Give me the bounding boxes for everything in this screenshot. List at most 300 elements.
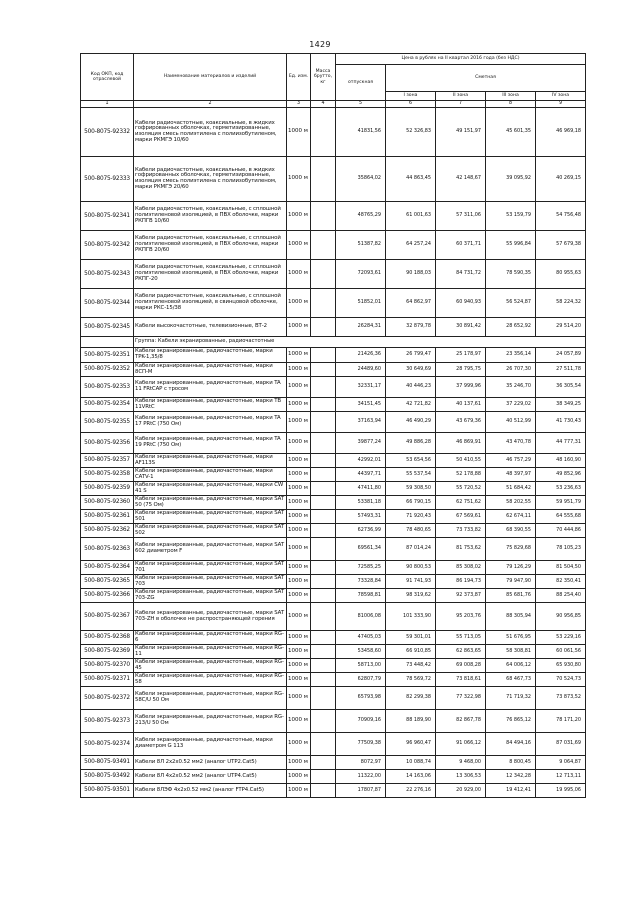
zone-4-price-cell: 59 951,79	[536, 496, 586, 510]
release-price-cell: 69561,34	[336, 538, 386, 561]
zone-1-price-cell: 53 654,56	[386, 454, 436, 468]
zone-2-price-cell: 82 867,78	[436, 710, 486, 733]
zone-1-price-cell: 46 490,29	[386, 412, 436, 433]
zone-2-price-cell: 60 940,93	[436, 289, 486, 318]
unit-cell: 1000 м	[287, 510, 311, 524]
code-cell: 500-8075-92374	[81, 733, 134, 756]
name-cell: Кабели экранированные, радиочастотные, марки SAT 703-ZH в оболочке не распространяющей горения	[134, 603, 287, 631]
zone-4-price-cell: 24 057,89	[536, 348, 586, 363]
unit-cell: 1000 м	[287, 659, 311, 673]
zone-1-price-cell: 30 649,69	[386, 363, 436, 377]
column-number: 5	[336, 101, 386, 108]
mass-cell	[311, 538, 336, 561]
unit-cell: 1000 м	[287, 631, 311, 645]
code-cell: 500-8075-92353	[81, 377, 134, 398]
mass-cell	[311, 770, 336, 784]
zone-4-price-cell: 40 269,15	[536, 157, 586, 202]
mass-cell	[311, 687, 336, 710]
unit-cell: 1000 м	[287, 482, 311, 496]
mass-cell	[311, 673, 336, 687]
zone-1-price-cell: 96 960,47	[386, 733, 436, 756]
zone-1-price-cell: 59 308,50	[386, 482, 436, 496]
mass-cell	[311, 756, 336, 770]
name-cell: Кабели экранированные, радиочастотные, марки RG-213/U 50 Ом	[134, 710, 287, 733]
code-cell: 500-8075-92361	[81, 510, 134, 524]
zone-1-price-cell: 61 001,63	[386, 202, 436, 231]
unit-cell: 1000 м	[287, 770, 311, 784]
header-price-title: Цена в рублях на II квартал 2016 года (без НДС)	[336, 54, 586, 65]
table-row	[81, 482, 586, 496]
mass-cell	[311, 784, 336, 798]
table-row	[81, 510, 586, 524]
release-price-cell: 72093,61	[336, 260, 386, 289]
release-price-cell: 53458,60	[336, 645, 386, 659]
column-number: 3	[287, 101, 311, 108]
zone-2-price-cell: 67 569,61	[436, 510, 486, 524]
mass-cell	[311, 631, 336, 645]
code-cell: 500-8075-92333	[81, 157, 134, 202]
zone-4-price-cell: 38 349,25	[536, 398, 586, 412]
zone-1-price-cell: 87 014,24	[386, 538, 436, 561]
zone-4-price-cell: 57 679,38	[536, 231, 586, 260]
unit-cell: 1000 м	[287, 561, 311, 575]
zone-3-price-cell: 76 865,12	[486, 710, 536, 733]
zone-3-price-cell: 23 356,14	[486, 348, 536, 363]
zone-4-price-cell: 44 777,31	[536, 433, 586, 454]
release-price-cell: 47411,80	[336, 482, 386, 496]
name-cell: Кабели экранированные, радиочастотные, марки SAT 602 диаметром F	[134, 538, 287, 561]
zone-2-price-cell: 81 753,62	[436, 538, 486, 561]
zone-4-price-cell: 87 031,69	[536, 733, 586, 756]
mass-cell	[311, 157, 336, 202]
release-price-cell: 11322,00	[336, 770, 386, 784]
unit-cell: 1000 м	[287, 496, 311, 510]
zone-1-price-cell: 98 319,62	[386, 589, 436, 603]
code-cell: 500-8075-92370	[81, 659, 134, 673]
unit-cell: 1000 м	[287, 377, 311, 398]
zone-2-price-cell: 9 468,00	[436, 756, 486, 770]
table-row	[81, 575, 586, 589]
zone-2-price-cell: 43 679,36	[436, 412, 486, 433]
zone-1-price-cell: 59 301,01	[386, 631, 436, 645]
zone-4-price-cell: 41 730,43	[536, 412, 586, 433]
zone-2-price-cell: 40 137,61	[436, 398, 486, 412]
zone-4-price-cell: 46 969,18	[536, 108, 586, 157]
header-release: отпускная	[336, 65, 386, 101]
zone-1-price-cell: 22 276,16	[386, 784, 436, 798]
zone-1-price-cell: 66 790,15	[386, 496, 436, 510]
zone-3-price-cell: 85 681,76	[486, 589, 536, 603]
header-name: Наименование материалов и изделий	[134, 54, 287, 101]
zone-2-price-cell: 55 720,52	[436, 482, 486, 496]
unit-cell: 1000 м	[287, 157, 311, 202]
zone-4-price-cell: 53 236,63	[536, 482, 586, 496]
code-cell: 500-8075-92342	[81, 231, 134, 260]
mass-cell	[311, 231, 336, 260]
zone-1-price-cell: 66 910,85	[386, 645, 436, 659]
mass-cell	[311, 108, 336, 157]
release-price-cell: 21426,36	[336, 348, 386, 363]
unit-cell: 1000 м	[287, 363, 311, 377]
name-cell: Кабели высокочастотные, телевизионные, ВТ-2	[134, 318, 287, 337]
zone-3-price-cell: 40 512,99	[486, 412, 536, 433]
code-cell: 500-8075-92357	[81, 454, 134, 468]
release-price-cell: 32331,17	[336, 377, 386, 398]
zone-4-price-cell: 48 160,90	[536, 454, 586, 468]
code-cell: 500-8075-92341	[81, 202, 134, 231]
name-cell: Кабели экранированные, радиочастотные, марки RG-11	[134, 645, 287, 659]
name-cell: Кабели радиочастотные, коаксиальные, с сплошной полиэтиленовой изоляцией, в свинцовой оболочке, марки РКС-15/38	[134, 289, 287, 318]
table-row	[81, 260, 586, 289]
mass-cell	[311, 202, 336, 231]
table-body	[81, 108, 586, 798]
zone-3-price-cell: 64 006,12	[486, 659, 536, 673]
table-row	[81, 377, 586, 398]
name-cell: Кабели экранированные, радиочастотные, марки SAT 502	[134, 524, 287, 538]
zone-4-price-cell: 53 229,16	[536, 631, 586, 645]
code-cell: 500-8075-92344	[81, 289, 134, 318]
name-cell: Кабели экранированные, радиочастотные, марки 8СП-М	[134, 363, 287, 377]
zone-2-price-cell: 69 008,28	[436, 659, 486, 673]
mass-cell	[311, 482, 336, 496]
zone-2-price-cell: 95 203,76	[436, 603, 486, 631]
zone-4-price-cell: 36 305,54	[536, 377, 586, 398]
zone-3-price-cell: 79 126,29	[486, 561, 536, 575]
release-price-cell: 44397,71	[336, 468, 386, 482]
release-price-cell: 70909,16	[336, 710, 386, 733]
name-cell: Кабели экранированные, радиочастотные, марки SAT 703	[134, 575, 287, 589]
release-price-cell: 77509,38	[336, 733, 386, 756]
unit-cell: 1000 м	[287, 538, 311, 561]
zone-2-price-cell: 52 178,88	[436, 468, 486, 482]
zone-1-price-cell: 44 863,45	[386, 157, 436, 202]
table-row	[81, 589, 586, 603]
mass-cell	[311, 289, 336, 318]
zone-4-price-cell: 88 254,40	[536, 589, 586, 603]
table-row	[81, 289, 586, 318]
release-price-cell: 17807,87	[336, 784, 386, 798]
column-number: 8	[486, 101, 536, 108]
zone-3-price-cell: 35 246,70	[486, 377, 536, 398]
zone-3-price-cell: 26 707,30	[486, 363, 536, 377]
unit-cell: 1000 м	[287, 673, 311, 687]
table-row	[81, 770, 586, 784]
zone-1-price-cell: 90 188,03	[386, 260, 436, 289]
zone-4-price-cell: 60 061,56	[536, 645, 586, 659]
zone-2-price-cell: 91 066,12	[436, 733, 486, 756]
zone-2-price-cell: 42 148,67	[436, 157, 486, 202]
mass-cell	[311, 412, 336, 433]
zone-1-price-cell: 55 537,54	[386, 468, 436, 482]
release-price-cell: 39877,24	[336, 433, 386, 454]
code-cell: 500-8075-92367	[81, 603, 134, 631]
name-cell: Кабели экранированные, радиочастотные, марки TA 11 FRtCAP с тросом	[134, 377, 287, 398]
name-cell: Кабели экранированные, радиочастотные, марки CATV-1	[134, 468, 287, 482]
code-cell: 500-8075-92332	[81, 108, 134, 157]
table-row	[81, 318, 586, 337]
unit-cell: 1000 м	[287, 398, 311, 412]
zone-2-price-cell: 50 410,55	[436, 454, 486, 468]
zone-1-price-cell: 26 799,47	[386, 348, 436, 363]
group-row	[81, 337, 586, 348]
zone-4-price-cell: 12 713,11	[536, 770, 586, 784]
release-price-cell: 62736,99	[336, 524, 386, 538]
zone-2-price-cell: 28 795,75	[436, 363, 486, 377]
code-cell: 500-8075-92358	[81, 468, 134, 482]
zone-3-price-cell: 79 947,90	[486, 575, 536, 589]
mass-cell	[311, 603, 336, 631]
table-row	[81, 398, 586, 412]
release-price-cell: 78598,81	[336, 589, 386, 603]
zone-2-price-cell: 25 178,97	[436, 348, 486, 363]
zone-2-price-cell: 13 306,53	[436, 770, 486, 784]
unit-cell: 1000 м	[287, 108, 311, 157]
release-price-cell: 57493,31	[336, 510, 386, 524]
zone-3-price-cell: 51 684,42	[486, 482, 536, 496]
unit-cell: 1000 м	[287, 603, 311, 631]
zone-1-price-cell: 71 920,43	[386, 510, 436, 524]
unit-cell: 1000 м	[287, 348, 311, 363]
zone-3-price-cell: 8 800,45	[486, 756, 536, 770]
name-cell: Кабели радиочастотные, коаксиальные, с сплошной полиэтиленовой изоляцией, в ПВХ оболочке, марки РКПГВ 20/60	[134, 231, 287, 260]
zone-3-price-cell: 68 390,55	[486, 524, 536, 538]
name-cell: Кабели экранированные, радиочастотные, марки TA 19 PRtC (750 Ом)	[134, 433, 287, 454]
zone-4-price-cell: 73 873,52	[536, 687, 586, 710]
header-zone-1: I зона	[386, 92, 436, 101]
zone-4-price-cell: 19 995,06	[536, 784, 586, 798]
zone-1-price-cell: 14 163,06	[386, 770, 436, 784]
release-price-cell: 26284,31	[336, 318, 386, 337]
zone-1-price-cell: 91 741,93	[386, 575, 436, 589]
mass-cell	[311, 733, 336, 756]
release-price-cell: 81006,08	[336, 603, 386, 631]
name-cell: Кабели радиочастотные, коаксиальные, с сплошной полиэтиленовой изоляцией, в ПВХ оболочке, марки РКПГВ 10/60	[134, 202, 287, 231]
release-price-cell: 42992,01	[336, 454, 386, 468]
zone-1-price-cell: 40 446,23	[386, 377, 436, 398]
name-cell: Кабели экранированные, радиочастотные, марки TA 17 PRtC (750 Ом)	[134, 412, 287, 433]
zone-4-price-cell: 90 956,85	[536, 603, 586, 631]
mass-cell	[311, 398, 336, 412]
release-price-cell: 47405,03	[336, 631, 386, 645]
zone-1-price-cell: 49 886,28	[386, 433, 436, 454]
zone-4-price-cell: 9 064,87	[536, 756, 586, 770]
table-header	[81, 54, 586, 108]
unit-cell: 1000 м	[287, 289, 311, 318]
zone-2-price-cell: 49 151,97	[436, 108, 486, 157]
table-row	[81, 433, 586, 454]
zone-2-price-cell: 73 818,61	[436, 673, 486, 687]
unit-cell: 1000 м	[287, 589, 311, 603]
zone-3-price-cell: 75 829,68	[486, 538, 536, 561]
mass-cell	[311, 659, 336, 673]
unit-cell: 1000 м	[287, 468, 311, 482]
table-row	[81, 561, 586, 575]
mass-cell	[311, 260, 336, 289]
zone-4-price-cell: 80 955,63	[536, 260, 586, 289]
zone-4-price-cell: 65 930,80	[536, 659, 586, 673]
code-cell: 500-8075-92366	[81, 589, 134, 603]
name-cell: Кабели экранированные, радиочастотные, марки SAT 701	[134, 561, 287, 575]
name-cell: Кабели экранированные, радиочастотные, марки диаметром G 113	[134, 733, 287, 756]
table-row	[81, 631, 586, 645]
column-number: 2	[134, 101, 287, 108]
zone-2-price-cell: 73 733,82	[436, 524, 486, 538]
name-cell: Кабели радиочастотные, коаксиальные, с сплошной полиэтиленовой изоляцией, в ПВХ оболочке, марки РКПГ-20	[134, 260, 287, 289]
table-row	[81, 538, 586, 561]
code-cell: 500-8075-92368	[81, 631, 134, 645]
zone-4-price-cell: 29 514,20	[536, 318, 586, 337]
zone-3-price-cell: 37 229,02	[486, 398, 536, 412]
code-cell: 500-8075-92363	[81, 538, 134, 561]
zone-2-price-cell: 62 751,62	[436, 496, 486, 510]
name-cell: Кабели экранированные, радиочастотные, марки SAT 703-ZG	[134, 589, 287, 603]
unit-cell: 1000 м	[287, 524, 311, 538]
table-row	[81, 603, 586, 631]
mass-cell	[311, 468, 336, 482]
mass-cell	[311, 561, 336, 575]
zone-2-price-cell: 57 311,06	[436, 202, 486, 231]
page-number: 1429	[309, 40, 331, 49]
release-price-cell: 41831,56	[336, 108, 386, 157]
unit-cell: 1000 м	[287, 231, 311, 260]
table-row	[81, 784, 586, 798]
zone-3-price-cell: 55 996,84	[486, 231, 536, 260]
table-row	[81, 687, 586, 710]
table-row	[81, 659, 586, 673]
zone-3-price-cell: 71 719,32	[486, 687, 536, 710]
unit-cell: 1000 м	[287, 645, 311, 659]
table-row	[81, 412, 586, 433]
unit-cell: 1000 м	[287, 433, 311, 454]
table-row	[81, 710, 586, 733]
release-price-cell: 24489,60	[336, 363, 386, 377]
table-row	[81, 468, 586, 482]
unit-cell: 1000 м	[287, 710, 311, 733]
name-cell: Кабели экранированные, радиочастотные, марки RG-58C/U 50 Ом	[134, 687, 287, 710]
zone-1-price-cell: 32 879,78	[386, 318, 436, 337]
table-row	[81, 673, 586, 687]
table-row	[81, 733, 586, 756]
zone-2-price-cell: 20 929,00	[436, 784, 486, 798]
code-cell: 500-8075-92372	[81, 687, 134, 710]
code-cell: 500-8075-93492	[81, 770, 134, 784]
column-number: 4	[311, 101, 336, 108]
mass-cell	[311, 496, 336, 510]
zone-1-price-cell: 90 800,53	[386, 561, 436, 575]
zone-4-price-cell: 82 350,41	[536, 575, 586, 589]
table-row	[81, 756, 586, 770]
header-zone-3: III зона	[486, 92, 536, 101]
code-cell: 500-8075-92356	[81, 433, 134, 454]
name-cell: Кабели экранированные, радиочастотные, марки CW 41 S	[134, 482, 287, 496]
zone-4-price-cell: 70 524,73	[536, 673, 586, 687]
mass-cell	[311, 575, 336, 589]
code-cell: 500-8075-92373	[81, 710, 134, 733]
name-cell: Кабели экранированные, радиочастотные, марки TB 11VRtC	[134, 398, 287, 412]
table-row	[81, 496, 586, 510]
release-price-cell: 35864,02	[336, 157, 386, 202]
zone-2-price-cell: 37 999,96	[436, 377, 486, 398]
name-cell: Кабели экранированные, радиочастотные, марки RG-45	[134, 659, 287, 673]
header-code: Код ОКП, код отраслевой	[81, 54, 134, 101]
table-row	[81, 348, 586, 363]
mass-cell	[311, 318, 336, 337]
mass-cell	[311, 524, 336, 538]
code-cell: 500-8075-92360	[81, 496, 134, 510]
zone-4-price-cell: 70 444,86	[536, 524, 586, 538]
zone-2-price-cell: 77 322,98	[436, 687, 486, 710]
release-price-cell: 51387,82	[336, 231, 386, 260]
zone-1-price-cell: 78 480,65	[386, 524, 436, 538]
zone-4-price-cell: 78 105,23	[536, 538, 586, 561]
table-row	[81, 108, 586, 157]
zone-3-price-cell: 58 308,81	[486, 645, 536, 659]
zone-3-price-cell: 28 652,92	[486, 318, 536, 337]
zone-4-price-cell: 58 224,32	[536, 289, 586, 318]
name-cell: Кабели экранированные, радиочастотные, марки SAT 50 (75 Ом)	[134, 496, 287, 510]
name-cell: Кабели радиочастотные, коаксиальные, в жидких гофрированных оболочках, герметизированные, изоляция смесь полиэтилена с полиизобутиленом, марки РКМГЭ 10/60	[134, 108, 287, 157]
code-cell: 500-8075-92351	[81, 348, 134, 363]
code-cell: 500-8075-92359	[81, 482, 134, 496]
mass-cell	[311, 377, 336, 398]
code-cell: 500-8075-92365	[81, 575, 134, 589]
column-number: 9	[536, 101, 586, 108]
column-number-row	[81, 101, 586, 108]
unit-cell: 1000 м	[287, 784, 311, 798]
zone-3-price-cell: 56 524,87	[486, 289, 536, 318]
table-row	[81, 645, 586, 659]
zone-3-price-cell: 53 159,79	[486, 202, 536, 231]
unit-cell: 1000 м	[287, 733, 311, 756]
mass-cell	[311, 454, 336, 468]
mass-cell	[311, 348, 336, 363]
zone-1-price-cell: 10 088,74	[386, 756, 436, 770]
name-cell: Кабели экранированные, радиочастотные, марки TPK-1,35/8	[134, 348, 287, 363]
name-cell: Кабели экранированные, радиочастотные, марки SAT 501	[134, 510, 287, 524]
price-table	[80, 53, 586, 798]
zone-2-price-cell: 60 371,71	[436, 231, 486, 260]
zone-2-price-cell: 85 308,02	[436, 561, 486, 575]
mass-cell	[311, 710, 336, 733]
zone-4-price-cell: 27 511,78	[536, 363, 586, 377]
zone-1-price-cell: 52 326,83	[386, 108, 436, 157]
zone-3-price-cell: 58 202,55	[486, 496, 536, 510]
zone-3-price-cell: 12 342,28	[486, 770, 536, 784]
release-price-cell: 8072,97	[336, 756, 386, 770]
group-code-cell	[81, 337, 134, 348]
release-price-cell: 58713,00	[336, 659, 386, 673]
name-cell: Кабели 8Л 2x2x0.52 мм2 (аналог UTP2.Cat5)	[134, 756, 287, 770]
release-price-cell: 34151,45	[336, 398, 386, 412]
unit-cell: 1000 м	[287, 575, 311, 589]
column-number: 7	[436, 101, 486, 108]
mass-cell	[311, 433, 336, 454]
zone-3-price-cell: 62 674,11	[486, 510, 536, 524]
zone-2-price-cell: 62 863,65	[436, 645, 486, 659]
table-row	[81, 524, 586, 538]
table-row	[81, 202, 586, 231]
name-cell: Кабели радиочастотные, коаксиальные, в жидких гофрированных оболочках, герметизированные, изоляция смесь полиэтилена с полиизобутиленом, марки РКМГЭ 20/60	[134, 157, 287, 202]
release-price-cell: 62807,79	[336, 673, 386, 687]
zone-4-price-cell: 81 504,50	[536, 561, 586, 575]
mass-cell	[311, 363, 336, 377]
release-price-cell: 51852,01	[336, 289, 386, 318]
code-cell: 500-8075-92369	[81, 645, 134, 659]
release-price-cell: 72585,25	[336, 561, 386, 575]
code-cell: 500-8075-93501	[81, 784, 134, 798]
name-cell: Кабели экранированные, радиочастотные, марки AF113S	[134, 454, 287, 468]
zone-3-price-cell: 19 412,41	[486, 784, 536, 798]
